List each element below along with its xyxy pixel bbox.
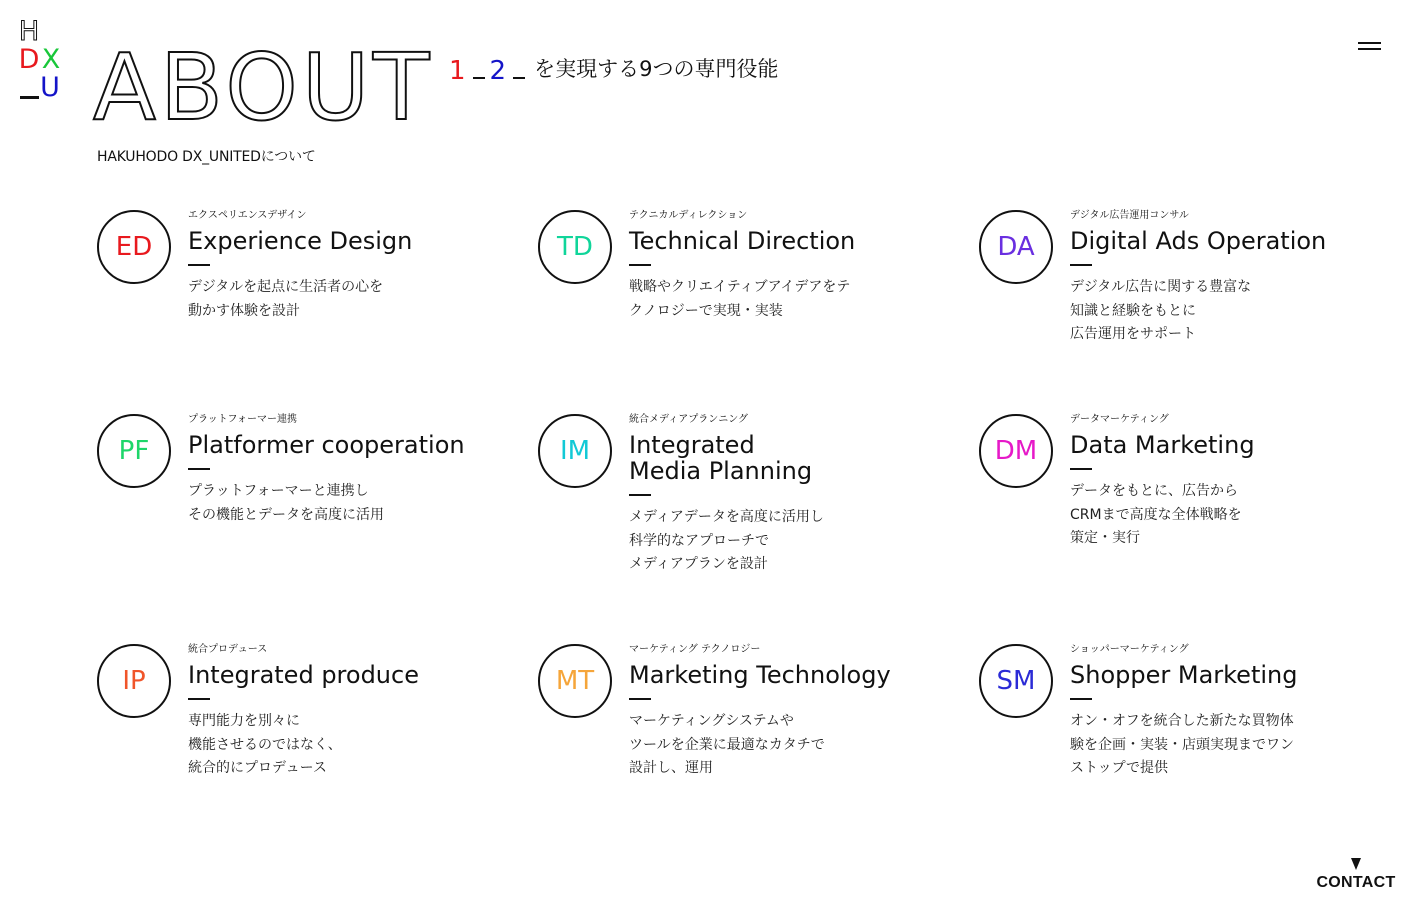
tagline-number-1: 1 xyxy=(449,56,466,86)
service-badge: DM xyxy=(979,414,1053,488)
service-badge: IM xyxy=(538,414,612,488)
service-title: Platformer cooperation xyxy=(188,431,465,459)
service-description: マーケティングシステムや ツールを企業に最適なカタチで 設計し、運用 xyxy=(629,713,825,776)
service-description: オン・オフを統合した新たな買物体 験を企画・実装・店頭実現までワン ストップで提供 xyxy=(1070,713,1294,776)
service-card-platformer-cooperation[interactable] xyxy=(97,414,465,614)
service-card-shopper-marketing[interactable] xyxy=(979,644,1339,844)
service-title: Marketing Technology xyxy=(629,661,891,689)
service-description: 専門能力を別々に 機能させるのではなく、 統合的にプロデュース xyxy=(188,713,342,776)
service-badge: PF xyxy=(97,414,171,488)
logo-letter-x: X xyxy=(41,44,61,75)
service-title: Data Marketing xyxy=(1070,431,1255,459)
service-badge: DA xyxy=(979,210,1053,284)
service-divider xyxy=(1070,264,1092,266)
service-card-experience-design[interactable] xyxy=(97,210,457,410)
hamburger-menu-icon[interactable] xyxy=(1358,38,1382,54)
service-title: Integrated Media Planning xyxy=(629,431,813,485)
tagline-text: を実現する9つの専門役能 xyxy=(534,57,779,81)
service-description: デジタル広告に関する豊富な 知識と経験をもとに 広告運用をサポート xyxy=(1070,279,1252,342)
service-divider xyxy=(1070,698,1092,700)
contact-link[interactable] xyxy=(1316,856,1396,892)
service-divider xyxy=(629,698,651,700)
menu-bar-bottom xyxy=(1358,48,1381,50)
service-badge: ED xyxy=(97,210,171,284)
service-title: Shopper Marketing xyxy=(1070,661,1298,689)
service-kana: マーケティング テクノロジー xyxy=(629,644,761,655)
tagline-underscore xyxy=(473,77,485,79)
service-divider xyxy=(1070,468,1092,470)
service-card-integrated-media-planning[interactable] xyxy=(538,414,898,614)
logo-letter-d: D xyxy=(18,44,40,75)
page-subtitle: HAKUHODO DX_UNITEDについて xyxy=(97,149,316,165)
service-kana: 統合メディアプランニング xyxy=(629,414,748,425)
service-divider xyxy=(629,264,651,266)
service-title: Digital Ads Operation xyxy=(1070,227,1327,255)
contact-label: CONTACT xyxy=(1316,874,1396,891)
service-title: Experience Design xyxy=(188,227,413,255)
site-logo[interactable] xyxy=(18,18,62,108)
service-kana: プラットフォーマー連携 xyxy=(188,414,297,425)
service-kana: テクニカルディレクション xyxy=(629,210,748,221)
service-divider xyxy=(629,494,651,496)
service-title: Integrated produce xyxy=(188,661,419,689)
logo-letter-u: U xyxy=(40,72,60,103)
service-badge: MT xyxy=(538,644,612,718)
service-badge: SM xyxy=(979,644,1053,718)
service-title: Technical Direction xyxy=(629,227,856,255)
service-badge: TD xyxy=(538,210,612,284)
service-description: プラットフォーマーと連携し その機能とデータを高度に活用 xyxy=(188,483,384,523)
tagline-number-2: 2 xyxy=(489,56,507,86)
logo-letter-h: H xyxy=(18,16,40,47)
service-card-marketing-technology[interactable] xyxy=(538,644,898,844)
service-card-digital-ads-operation[interactable] xyxy=(979,210,1339,410)
service-description: デジタルを起点に生活者の心を 動かす体験を設計 xyxy=(188,279,384,319)
service-kana: ショッパーマーケティング xyxy=(1070,644,1189,655)
service-kana: エクスペリエンスデザイン xyxy=(188,210,307,221)
service-kana: データマーケティング xyxy=(1070,414,1169,425)
service-divider xyxy=(188,264,210,266)
tagline-underscore xyxy=(513,77,525,79)
service-description: メディアデータを高度に活用し 科学的なアプローチで メディアプランを設計 xyxy=(629,509,824,572)
service-description: データをもとに、広告から CRMまで高度な全体戦略を 策定・実行 xyxy=(1070,483,1242,546)
arrow-down-icon xyxy=(1351,858,1361,870)
service-divider xyxy=(188,468,210,470)
service-card-technical-direction[interactable] xyxy=(538,210,898,410)
tagline xyxy=(449,50,778,86)
service-divider xyxy=(188,698,210,700)
page-title: ABOUT xyxy=(93,34,434,141)
service-card-data-marketing[interactable] xyxy=(979,414,1339,614)
service-description: 戦略やクリエイティブアイデアをテ クノロジーで実現・実装 xyxy=(629,279,851,319)
service-kana: 統合プロデュース xyxy=(188,644,268,655)
logo-underscore xyxy=(20,96,39,99)
service-kana: デジタル広告運用コンサル xyxy=(1070,210,1189,221)
menu-bar-top xyxy=(1358,42,1381,44)
service-card-integrated-produce[interactable] xyxy=(97,644,457,844)
service-badge: IP xyxy=(97,644,171,718)
